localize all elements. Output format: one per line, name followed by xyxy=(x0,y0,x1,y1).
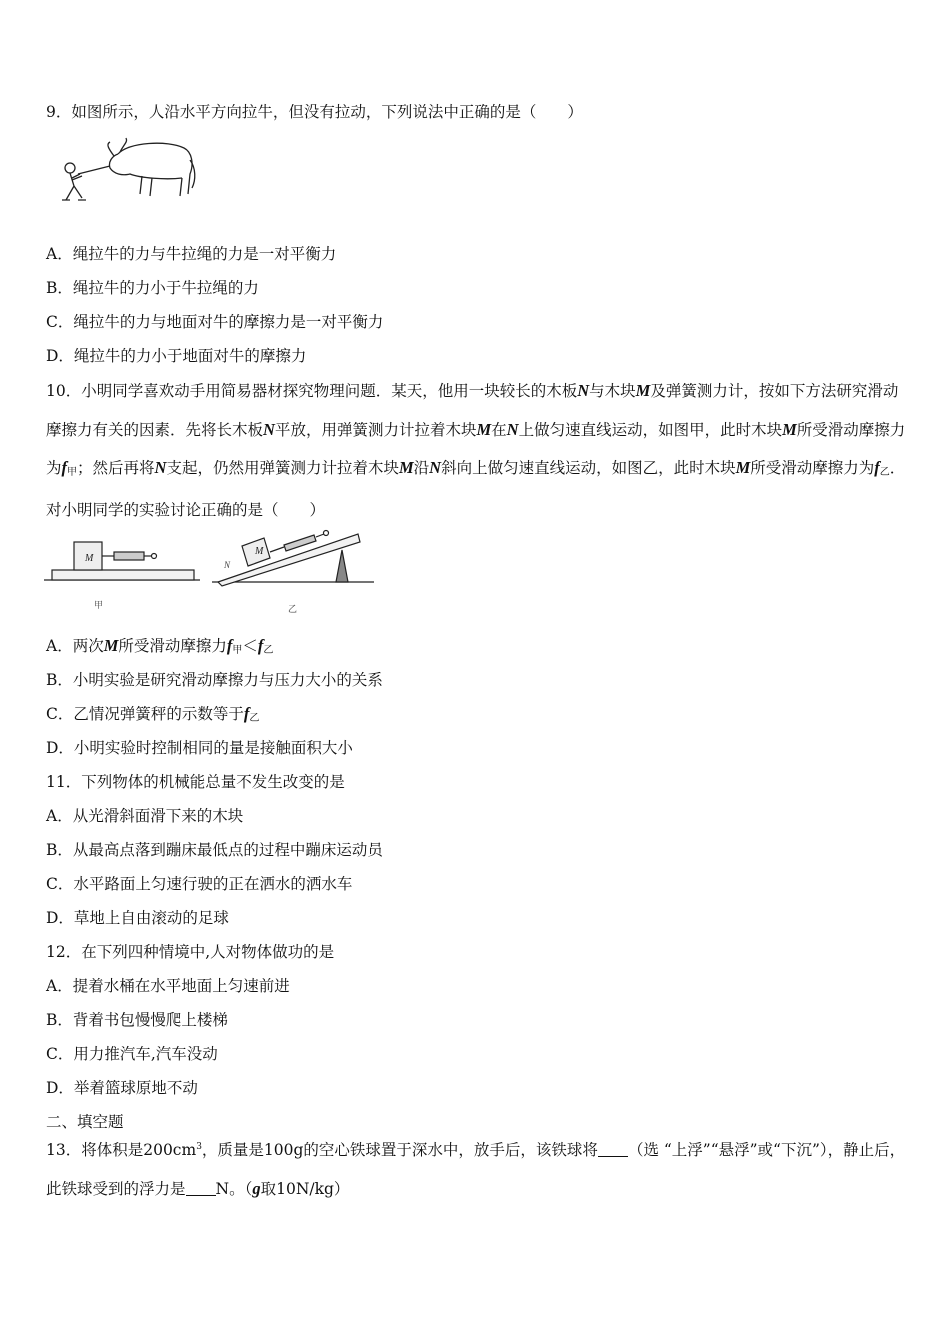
section-fill-in-title: 二、填空题 xyxy=(46,1113,124,1131)
q10-option-a: A．两次M所受滑动摩擦力$f_甲<f_乙$ xyxy=(46,636,274,656)
q11-option-a: A．从光滑斜面滑下来的木块 xyxy=(46,807,244,825)
q13-stem: 13．将体积是$200cm^3$，质量是100g的空心铁球置于深水中，放手后，该铁球将 （选 “上浮”“悬浮”或“下沉”），静止后，此铁球受到的浮力是 N。（g取10N/kg） xyxy=(46,1141,906,1198)
q9-option-d: D．绳拉牛的力小于地面对牛的摩擦力 xyxy=(46,347,307,365)
figure-jia-label: 甲 xyxy=(94,601,104,611)
q11-option-d: D．草地上自由滚动的足球 xyxy=(46,909,229,927)
figure-yi-inclined-board xyxy=(212,524,378,616)
ox-and-man-figure xyxy=(56,134,198,212)
figure-yi-n-label: N xyxy=(224,560,231,570)
q10-option-b: B．小明实验是研究滑动摩擦力与压力大小的关系 xyxy=(46,671,383,689)
q11-stem: 11．下列物体的机械能总量不发生改变的是 xyxy=(46,773,345,791)
q9-option-c: C．绳拉牛的力与地面对牛的摩擦力是一对平衡力 xyxy=(46,313,384,331)
figure-yi-label: 乙 xyxy=(288,605,298,615)
q12-option-a: A．提着水桶在水平地面上匀速前进 xyxy=(46,977,290,995)
figure-yi-m-label: M xyxy=(255,546,264,557)
figure-jia-flat-board xyxy=(44,532,204,614)
q11-option-b: B．从最高点落到蹦床最低点的过程中蹦床运动员 xyxy=(46,841,383,859)
q12-stem: 12．在下列四种情境中,人对物体做功的是 xyxy=(46,943,335,961)
q10-stem: 10．小明同学喜欢动手用简易器材探究物理问题．某天，他用一块较长的木板N与木块M及弹簧测力计，按如下方法研究滑动摩擦力有关的因素．先将长木板N平放，用弹簧测力计拉着木块M在N上做匀速直线运动，如图甲，此时木块M所受滑动摩擦力为$f_甲$；然后再将N支起，仍然用弹簧测力计拉着木块M沿N斜向上做匀速直线运动，如图乙，此时木块M所受滑动摩擦力为$f_乙$．对小明同学的实验讨论正确的是（ ） xyxy=(46,381,906,519)
q9-stem: 9．如图所示，人沿水平方向拉牛，但没有拉动，下列说法中正确的是（ ） xyxy=(46,103,583,121)
q12-option-b: B．背着书包慢慢爬上楼梯 xyxy=(46,1011,228,1029)
q10-option-d: D．小明实验时控制相同的量是接触面积大小 xyxy=(46,739,353,757)
q9-option-b: B．绳拉牛的力小于牛拉绳的力 xyxy=(46,279,259,297)
q12-option-d: D．举着篮球原地不动 xyxy=(46,1079,198,1097)
q13-blank-1[interactable] xyxy=(598,1142,628,1157)
q11-option-c: C．水平路面上匀速行驶的正在洒水的洒水车 xyxy=(46,875,353,893)
q12-option-c: C．用力推汽车,汽车没动 xyxy=(46,1045,218,1063)
q9-option-a: A．绳拉牛的力与牛拉绳的力是一对平衡力 xyxy=(46,245,337,263)
figure-jia-m-label: M xyxy=(85,553,94,564)
q10-option-c: C．乙情况弹簧秤的示数等于$f_乙$ xyxy=(46,704,260,724)
q13-blank-2[interactable] xyxy=(186,1181,216,1196)
